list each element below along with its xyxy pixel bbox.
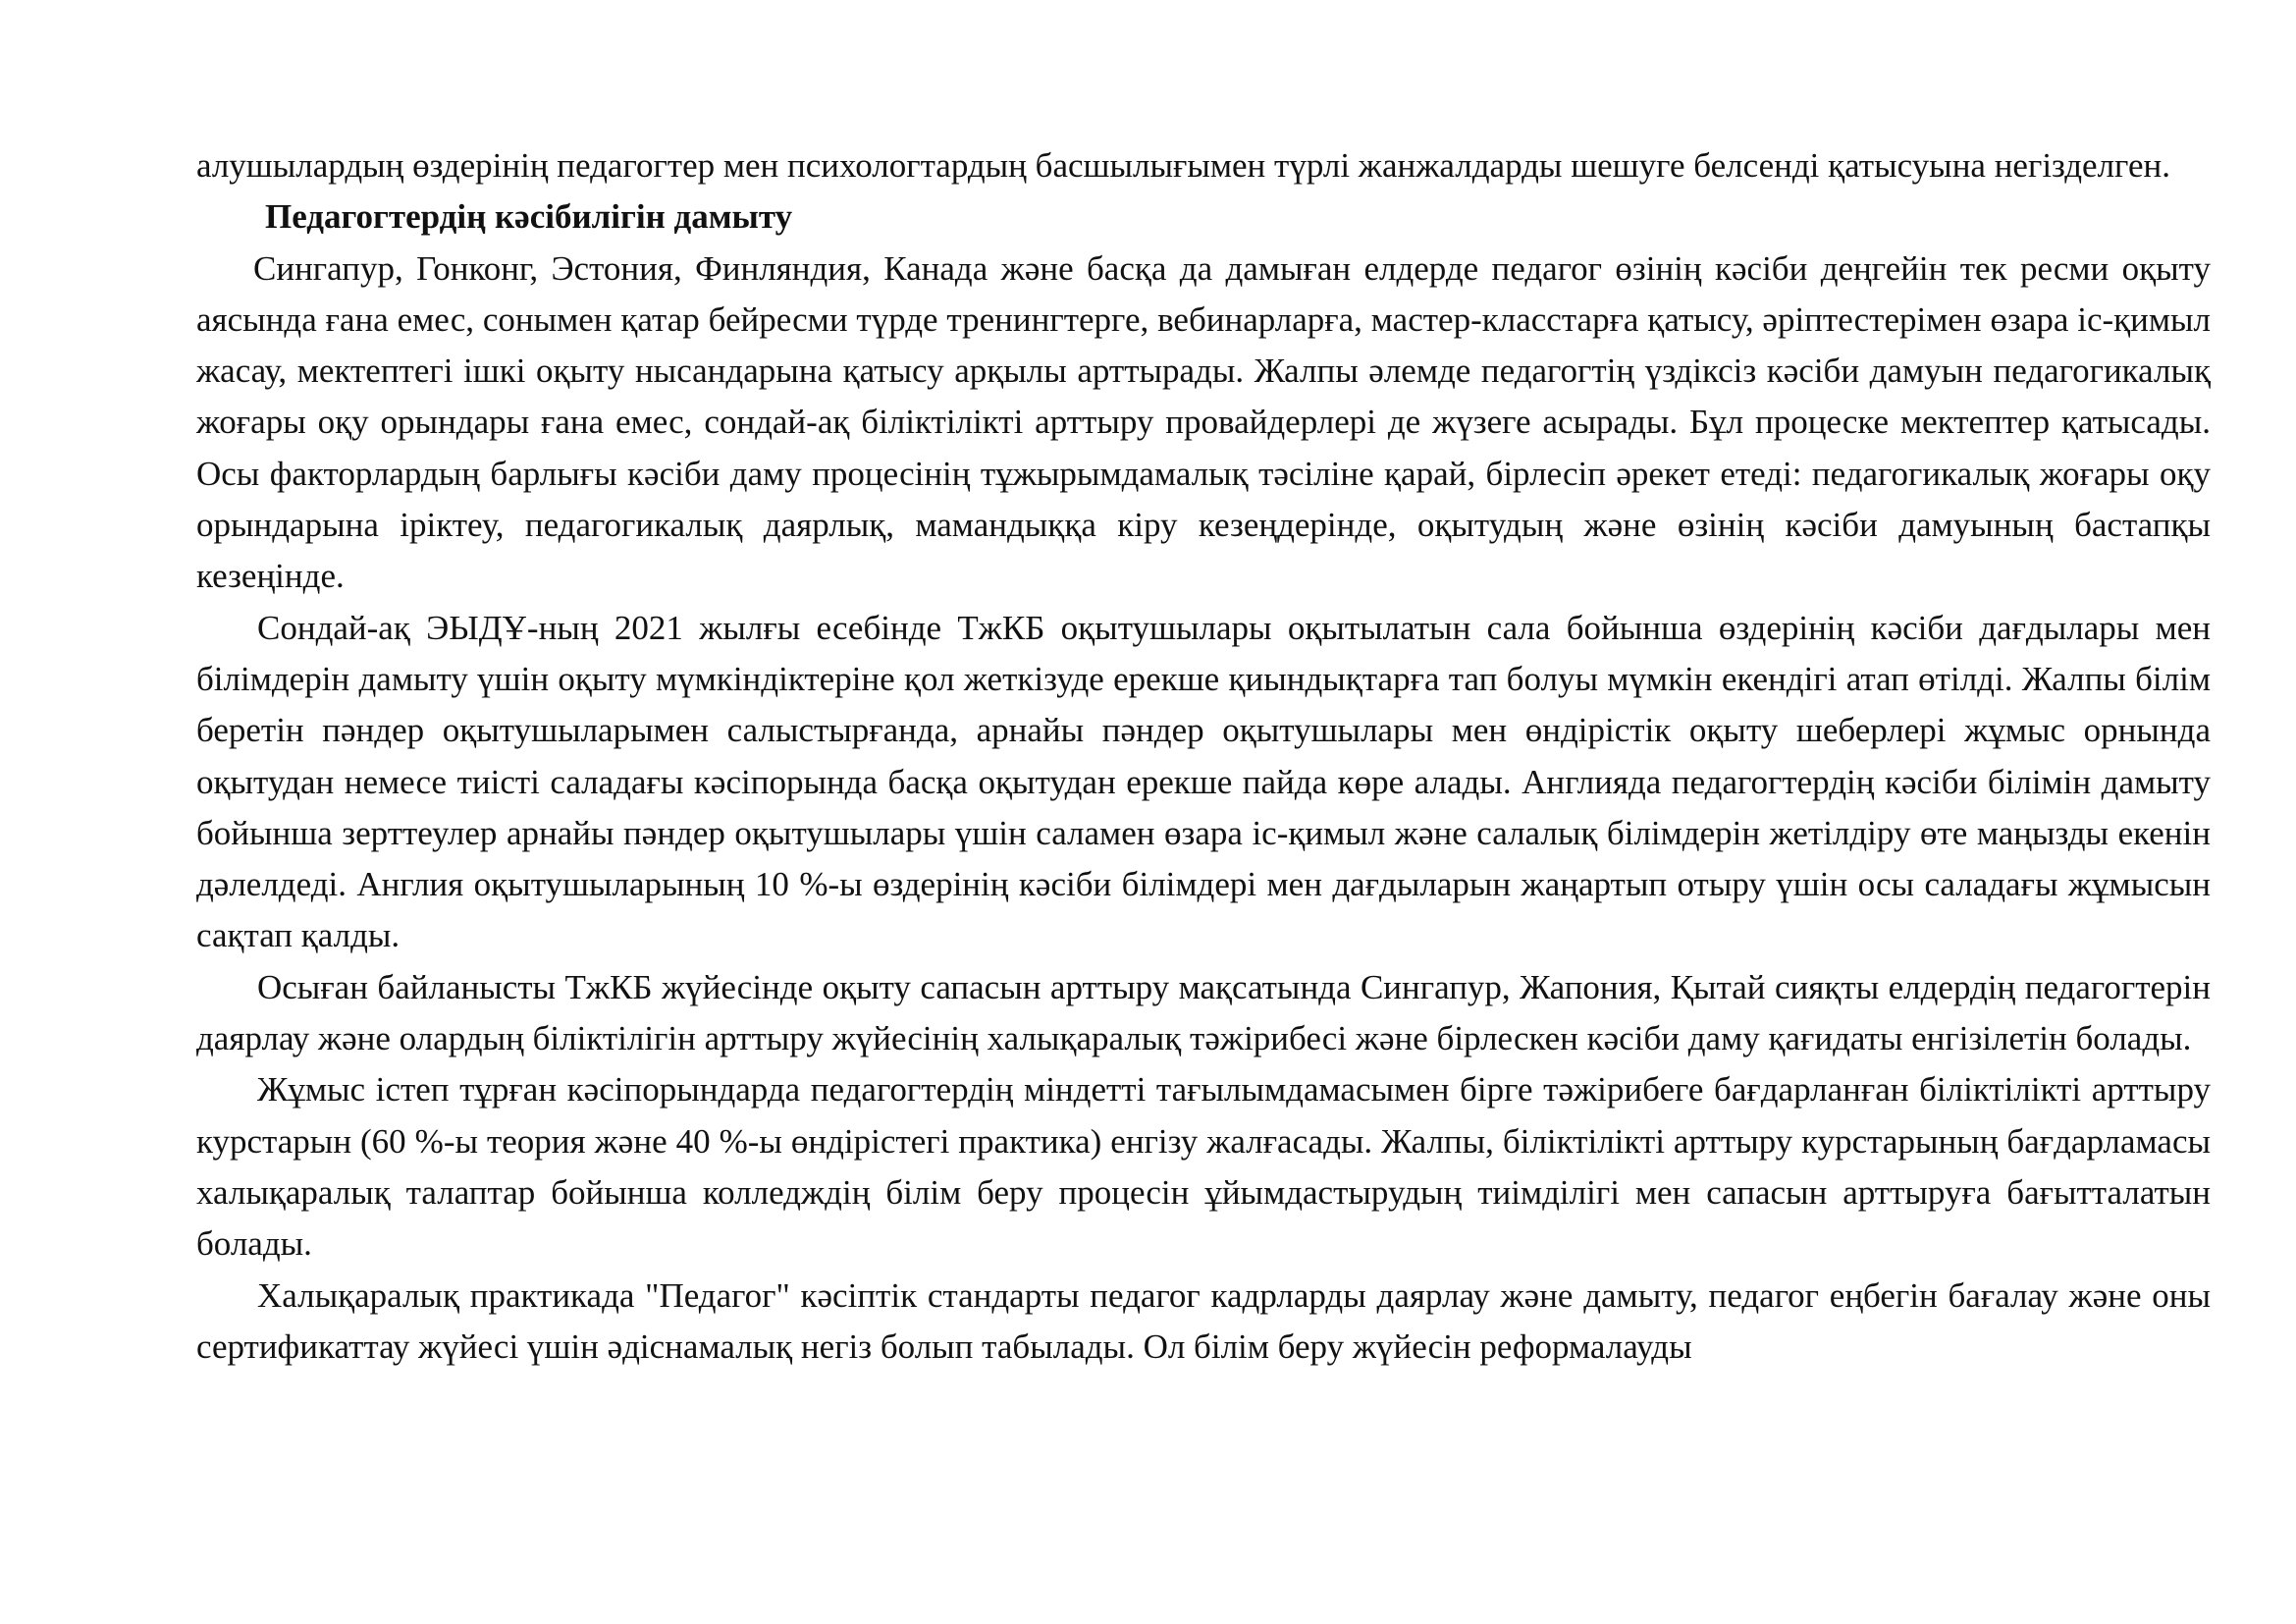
document-page xyxy=(196,140,2211,1373)
paragraph-oecd-report: Сондай-ақ ЭЫДҰ-ның 2021 жылғы есебінде ТжКБ оқытушылары оқытылатын сала бойынша өздерінің кәсіби дағдылары мен білімдерін дамыту үшін оқыту мүмкіндіктеріне қол жеткізуде ерекше қиындықтарға тап болуы мүмкін екендігі атап өтілді. Жалпы білім беретін пәндер оқытушыларымен салыстырғанда, арнайы пәндер оқытушылары мен өндірістік оқыту шеберлері жұмыс орнында оқытудан немесе тиісті саладағы кәсіпорында басқа оқытудан ерекше пайда көре алады. Англияда педагогтердің кәсіби білімін дамыту бойынша зерттеулер арнайы пәндер оқытушылары үшін саламен өзара іс-қимыл және салалық білімдерін жетілдіру өте маңызды екенін дәлелдеді. Англия оқытушыларының 10 %-ы өздерінің кәсіби білімдері мен дағдыларын жаңартып отыру үшін осы саладағы жұмысын сақтап қалды. xyxy=(196,608,2211,955)
paragraph-qualification-courses: Жұмыс істеп тұрған кәсіпорындарда педагогтердің міндетті тағылымдамасымен бірге тәжірибеге бағдарланған біліктілікті арттыру курстарын (60 %-ы теория және 40 %-ы өндірістегі практика) енгізу жалғасады. Жалпы, біліктілікті арттыру курстарының бағдарламасы халықаралық талаптар бойынша колледждің білім беру процесін ұйымдастырудың тиімділігі мен сапасын арттыруға бағытталатын болады. xyxy=(196,1070,2211,1264)
paragraph-international-experience: Осыған байланысты ТжКБ жүйесінде оқыту сапасын арттыру мақсатында Сингапур, Жапония, Қытай сияқты елдердің педагогтерін даярлау және олардың біліктілігін арттыру жүйесінің халықаралық тәжірибесі және бірлескен кәсіби даму қағидаты енгізілетін болады. xyxy=(196,967,2211,1058)
paragraph-professional-development: Сингапур, Гонконг, Эстония, Финляндия, Канада және басқа да дамыған елдерде педагог өзінің кәсіби деңгейін тек ресми оқыту аясында ғана емес, сонымен қатар бейресми түрде тренингтерге, вебинарларға, мастер-класстарға қатысу, әріптестерімен өзара іс-қимыл жасау, мектептегі ішкі оқыту нысандарына қатысу арқылы арттырады. Жалпы әлемде педагогтің үздіксіз кәсіби дамуын педагогикалық жоғары оқу орындары ғана емес, сондай-ақ біліктілікті арттыру провайдерлері де жүзеге асырады. Бұл процеске мектептер қатысады. Осы факторлардың барлығы кәсіби даму процесінің тұжырымдамалық тәсіліне қарай, бірлесіп әрекет етеді: педагогикалық жоғары оқу орындарына іріктеу, педагогикалық даярлық, мамандыққа кіру кезеңдерінде, оқытудың және өзінің кәсіби дамуының бастапқы кезеңінде. xyxy=(196,248,2211,596)
paragraph-intro-continuation: алушылардың өздерінің педагогтер мен психологтардың басшылығымен түрлі жанжалдарды шешуге белсенді қатысуына негізделген. xyxy=(196,146,2170,185)
paragraph-professional-standard: Халықаралық практикада "Педагог" кәсіптік стандарты педагог кадрларды даярлау және дамыту, педагог еңбегін бағалау және оны сертификаттау жүйесі үшін әдіснамалық негіз болып табылады. Ол білім беру жүйесін реформалауды xyxy=(196,1275,2211,1366)
section-heading: Педагогтердің кәсібилігін дамыту xyxy=(265,197,793,237)
